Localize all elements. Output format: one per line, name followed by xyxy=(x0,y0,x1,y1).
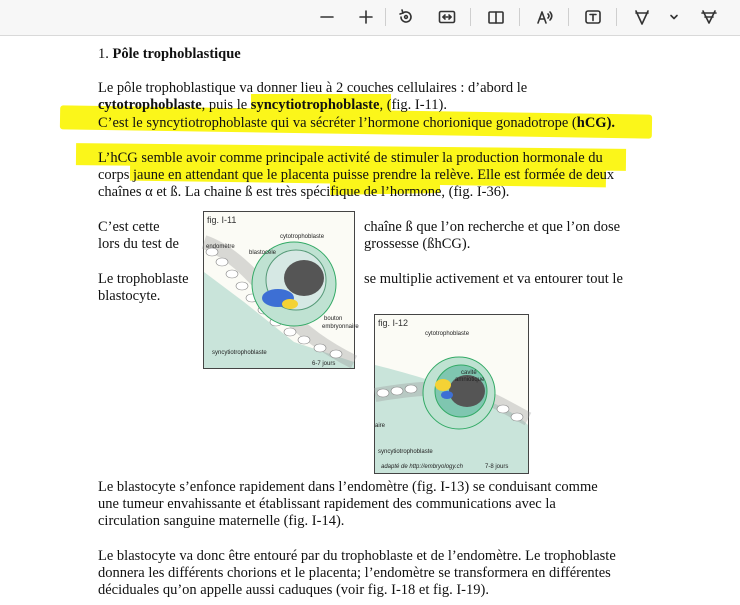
text-box-button[interactable] xyxy=(581,5,605,29)
paragraph-line: grossesse (ßhCG). xyxy=(364,236,471,252)
figure-label: syncytiotrophoblaste xyxy=(212,350,267,356)
document-page xyxy=(0,36,740,605)
plus-icon xyxy=(358,9,374,25)
figure-label: endomètre xyxy=(206,244,235,250)
paragraph-line: blastocyte. xyxy=(98,288,161,304)
paragraph-line: chaîne ß que l’on recherche et que l’on dose xyxy=(364,219,621,235)
figure-label: syncytiotrophoblaste xyxy=(378,449,433,455)
fit-width-button[interactable] xyxy=(435,5,459,29)
paragraph-line: C’est le syncytiotrophoblaste qui va sécréter l’hormone chorionique gonadotrope (hCG). xyxy=(98,115,616,131)
paragraph-line: Le blastocyte va donc être entouré par du trophoblaste et de l’endomètre. Le trophoblaste xyxy=(98,548,616,564)
read-aloud-icon xyxy=(536,9,554,25)
figure-label: cytotrophoblaste xyxy=(425,331,470,337)
paragraph-line: chaînes α et ß. La chaine ß est très spécifique de l’hormone, (fig. I-36). xyxy=(98,184,510,200)
figure-label: aire xyxy=(375,423,386,429)
read-aloud-button[interactable] xyxy=(533,5,557,29)
draw-options-dropdown[interactable] xyxy=(664,5,684,29)
paragraph-line: C’est cette xyxy=(98,219,160,235)
paragraph-line: déciduales qu’on appelle aussi caduques (voir fig. I-18 et fig. I-19). xyxy=(98,582,489,598)
paragraph-line: Le blastocyte s’enfonce rapidement dans l’endomètre (fig. I-13) se conduisant comme xyxy=(98,479,598,495)
erase-button[interactable] xyxy=(697,5,721,29)
blastocyst-implantation-diagram xyxy=(204,212,359,368)
fit-width-icon xyxy=(438,9,456,25)
zoom-in-button[interactable] xyxy=(354,5,378,29)
figure-label: cavité xyxy=(461,370,477,376)
zoom-out-button[interactable] xyxy=(315,5,339,29)
page-view-button[interactable] xyxy=(484,5,508,29)
rotate-button[interactable] xyxy=(394,5,418,29)
chevron-down-icon xyxy=(668,11,680,23)
figure-label: 7-8 jours xyxy=(485,464,509,470)
figure-i-11 xyxy=(203,211,359,369)
paragraph-line: lors du test de xyxy=(98,236,179,252)
paragraph-line: Le pôle trophoblastique va donner lieu à 2 couches cellulaires : d’abord le xyxy=(98,80,528,96)
text-box-icon xyxy=(584,9,602,25)
paragraph-line: une tumeur envahissante et établissant rapidement des communications avec la xyxy=(98,496,556,512)
paragraph-line: Le trophoblaste xyxy=(98,271,189,287)
paragraph-line: L’hCG semble avoir comme principale activité de stimuler la production hormonale du xyxy=(98,150,603,166)
minus-icon xyxy=(319,9,335,25)
book-icon xyxy=(487,9,505,25)
figure-i-12 xyxy=(374,314,529,474)
paragraph-line: circulation sanguine maternelle (fig. I-14). xyxy=(98,513,345,529)
section-heading: 1. Pôle trophoblastique xyxy=(98,46,241,62)
paragraph-line: cytotrophoblaste, puis le syncytiotrophoblaste, (fig. I-11). xyxy=(98,97,447,113)
figure-label: adapté de http://embryology.ch xyxy=(381,464,463,470)
draw-button[interactable] xyxy=(630,5,654,29)
figure-label: embryonnaire xyxy=(322,324,359,330)
eraser-icon xyxy=(700,8,718,26)
figure-label: 6-7 jours xyxy=(312,361,336,367)
figure-label: bouton xyxy=(324,316,343,322)
paragraph-line: donnera les différents chorions et le placenta; l’endomètre se transformera en différentes xyxy=(98,565,611,581)
figure-label: amniotique xyxy=(455,377,485,383)
blastocyst-implantation-diagram xyxy=(375,315,528,473)
pen-icon xyxy=(633,8,651,26)
figure-label: blastocèle xyxy=(249,250,277,256)
figure-title: fig. I-11 xyxy=(207,215,237,225)
figure-title: fig. I-12 xyxy=(378,318,409,328)
paragraph-line: corps jaune en attendant que le placenta puisse prendre la relève. Elle est formée de deux xyxy=(98,167,615,183)
paragraph-line: se multiplie activement et va entourer tout le xyxy=(364,271,623,287)
rotate-icon xyxy=(397,8,415,26)
pdf-toolbar xyxy=(0,0,740,36)
figure-label: cytotrophoblaste xyxy=(280,234,325,240)
